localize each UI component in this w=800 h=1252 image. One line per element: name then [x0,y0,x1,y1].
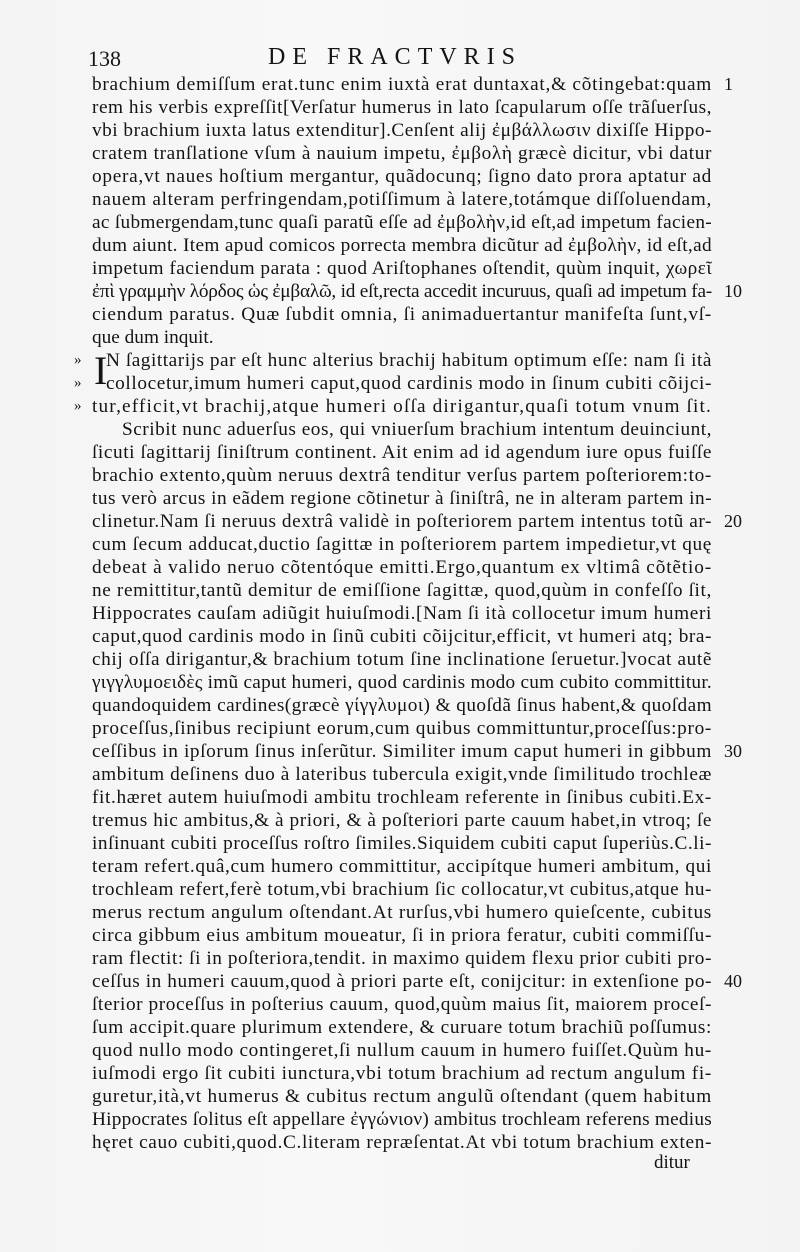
text-line [92,947,712,970]
line-text: tur,efficit,vt brachij,atque humeri oſſa dirigantur,quaſi totum vnum ſit. [92,396,712,417]
text-line [92,303,712,326]
line-text: collocetur,imum humeri caput,quod cardinis modo in ſinum cubiti cõijci- [106,373,712,394]
text-line [92,878,712,901]
line-text: ἐπὶ γραμμὴν λόρδος ὡς ἐμβαλῶ, id eſt,recta accedit incuruus, quaſi ad impetum fa- [92,281,712,302]
margin-line-number: 30 [724,741,742,761]
line-text: teram refert.quâ,cum humero committitur, accipítque humeri ambitum, qui [92,856,712,877]
line-text: opera,vt naues hoſtium mergantur, quãdocunq; ſigno dato prora aptatur ad [92,166,713,187]
text-line [92,924,712,947]
text-line [92,119,712,142]
quotation-mark: » [74,352,82,368]
text-line [92,671,712,694]
line-text: nauem alteram perfringendam,potiſſimum à latere,totámque diſſoluendam, [92,189,712,210]
line-text: chij oſſa dirigantur,& brachium totum ſine inclinatione ſeruetur.]vocat autẽ [92,649,713,670]
line-text: ram flectit: ſi in poſteriora,tendit. in maximo quidem flexu prior cubiti pro- [92,948,712,969]
line-text: fit.hæret autem huiuſmodi ambitu trochleam referente in ſinibus cubiti.Ex- [92,787,712,808]
line-text: tremus hic ambitus,& à priori, & à poſteriori parte cauum habet,in vtroq; ſe [92,810,712,831]
text-line [92,1108,712,1131]
text-line [92,740,742,763]
line-text: γιγγλυμοειδὲς imũ caput humeri, quod cardinis modo cum cubito committitur. [92,672,712,693]
line-text: caput,quod cardinis modo in ſinũ cubiti cõijcitur,efficit, vt humeri atq; bra- [92,626,713,647]
line-text: ſterior proceſſus in poſterius cauum, quod,quùm maius ſit, maiorem proceſ- [92,994,713,1015]
line-text: ne remittitur,tantũ demitur de emiſſione ſagittæ, quod,quùm in confeſſo ſit, [92,580,713,601]
page-number: 138 [88,46,121,71]
line-text: cum ſecum adducat,ductio ſagittæ in poſteriorem partem impedietur,vt quę [92,534,713,555]
text-line [92,441,712,464]
line-text: brachio extento,quùm neruus dextrâ tenditur verſus partem poſteriorem:to- [92,465,712,486]
line-text: guretur,ità,vt humerus & cubitus rectum angulũ oſtendant (quem habitum [92,1086,712,1107]
line-text: iuſmodi ergo ſit cubiti iunctura,vbi totum brachium ad rectum angulum fi- [92,1063,713,1084]
running-title: DE FRACTVRIS [268,44,523,70]
line-text: N ſagittarijs par eſt hunc alterius brachij habitum optimum eſſe: nam ſi ità [106,350,713,371]
margin-line-number: 10 [724,281,742,301]
line-text: impetum faciendum parata : quod Ariſtophanes oſtendit, quùm inquit, χωρεῖ [92,258,713,279]
text-line [92,786,712,809]
line-text: trochleam refert,ferè totum,vbi brachium ſic collocatur,vt cubitus,atque hu- [92,879,713,900]
line-text: ſum accipit.quare plurimum extendere, & curuare totum brachiũ poſſumus: [92,1017,712,1038]
line-text: clinetur.Nam ſi neruus dextrâ validè in poſteriorem partem intentus totũ ar- [92,511,712,532]
text-line [92,1131,712,1154]
text-line [92,832,712,855]
text-line [92,464,712,487]
line-text: debeat à valido neruo cõtentóque emitti.Ergo,quantum ex vltimâ cõtẽtio- [92,557,712,578]
text-line [92,234,712,257]
line-text: circa gibbum eius ambitum moueatur, ſi in priora feratur, cubiti commiſſu- [92,925,713,946]
line-text: quandoquidem cardines(græcè γίγγλυμοι) & quoſdã ſinus habent,& quoſdam [92,695,713,716]
text-line [92,96,712,119]
text-line [92,717,712,740]
text-line [92,326,712,349]
text-line [92,211,712,234]
line-text: brachium demiſſum erat.tunc enim iuxtà erat duntaxat,& cõtingebat:quam [92,74,713,95]
line-text: ceſſibus in ipſorum ſinus inſerũtur. Similiter imum caput humeri in gibbum [92,741,712,762]
text-line [92,418,712,441]
text-line [92,993,712,1016]
text-line [92,809,712,832]
text-line [92,487,712,510]
line-text: tus verò arcus in eãdem regione cõtinetur à ſiniſtrâ, ne in alteram partem in- [92,488,713,509]
line-text: proceſſus,ſinibus recipiunt eorum,cum quibus committuntur,proceſſus:pro- [92,718,712,739]
text-line [92,510,742,533]
line-text: Scribit nunc aduerſus eos, qui vniuerſum brachium intentum deuinciunt, [122,419,712,440]
text-block [74,73,742,1154]
text-line [92,625,712,648]
text-line [92,556,712,579]
text-line [92,901,712,924]
text-line [92,602,712,625]
line-text: cratem tranſlatione vſum à nauium impetu, ἐμβολὴ græcè dicitur, vbi datur [92,143,713,164]
margin-line-number: 1 [724,74,733,94]
line-text: Hippocrates cauſam adiũgit huiuſmodi.[Nam ſi ità collocetur imum humeri [92,603,712,624]
text-line [92,970,742,993]
line-text: quod nullo modo contingeret,ſi nullum cauum in humero fuiſſet.Quùm hu- [92,1040,712,1061]
text-line [92,1039,712,1062]
line-text: ſicuti ſagittarij ſiniſtrum continent. Ait enim ad id agendum iure opus fuiſſe [92,442,712,463]
text-line [74,395,712,418]
text-line [92,257,712,280]
quotation-mark: » [74,375,82,391]
text-line [92,855,712,878]
text-line [92,763,712,786]
line-text: Hippocrates ſolitus eſt appellare ἐγγώνιον) ambitus trochleam referens medius [92,1109,712,1130]
line-text: vbi brachium iuxta latus extenditur].Cenſent alij ἐμβάλλωσιν dixiſſe Hippo- [92,120,712,141]
text-line [92,188,712,211]
page-header [88,44,708,70]
line-text: hęret cauo cubiti,quod.C.literam repræſentat.At vbi totum brachium exten- [92,1132,712,1153]
text-line [92,648,712,671]
line-text: dum aiunt. Item apud comicos porrecta membra dicũtur ad ἐμβολὴν, id eſt,ad [92,235,712,256]
margin-line-number: 20 [724,511,742,531]
line-text: ciendum paratus. Quæ ſubdit omnia, ſi animaduertantur manifeſta ſunt,vſ- [92,304,712,325]
text-line [92,280,742,303]
text-line [92,73,733,96]
text-line [92,1085,712,1108]
text-line [92,142,712,165]
line-text: ambitum deſinens duo à lateribus tubercula exigit,vnde ſimilitudo trochleæ [92,764,712,785]
margin-line-number: 40 [724,971,742,991]
line-text: rem his verbis expreſſit[Verſatur humerus in lato ſcapularum oſſe trãſuerſus, [92,97,712,118]
line-text: merus rectum angulum oſtendant.At rurſus,vbi humero quieſcente, cubitus [92,902,713,923]
text-line [92,1062,712,1085]
line-text: ceſſus in humeri cauum,quod à priori parte eſt, conijcitur: in extenſione po- [92,971,713,992]
catchword: ditur [654,1152,690,1173]
text-line [92,579,712,602]
text-line [92,694,712,717]
quotation-mark: » [74,398,82,414]
line-text: inſinuant cubiti proceſſus roſtro ſimiles.Siquidem cubiti caput ſuperiùs.C.li- [92,833,713,854]
drop-cap: I [94,348,108,393]
text-line [92,165,712,188]
text-line [92,533,712,556]
line-text: ac ſubmergendam,tunc quaſi paratũ eſſe ad ἐμβολὴν,id eſt,ad impetum facien- [92,212,713,233]
text-line [74,372,712,395]
text-line [92,1016,712,1039]
line-text: que dum inquit. [92,327,214,348]
